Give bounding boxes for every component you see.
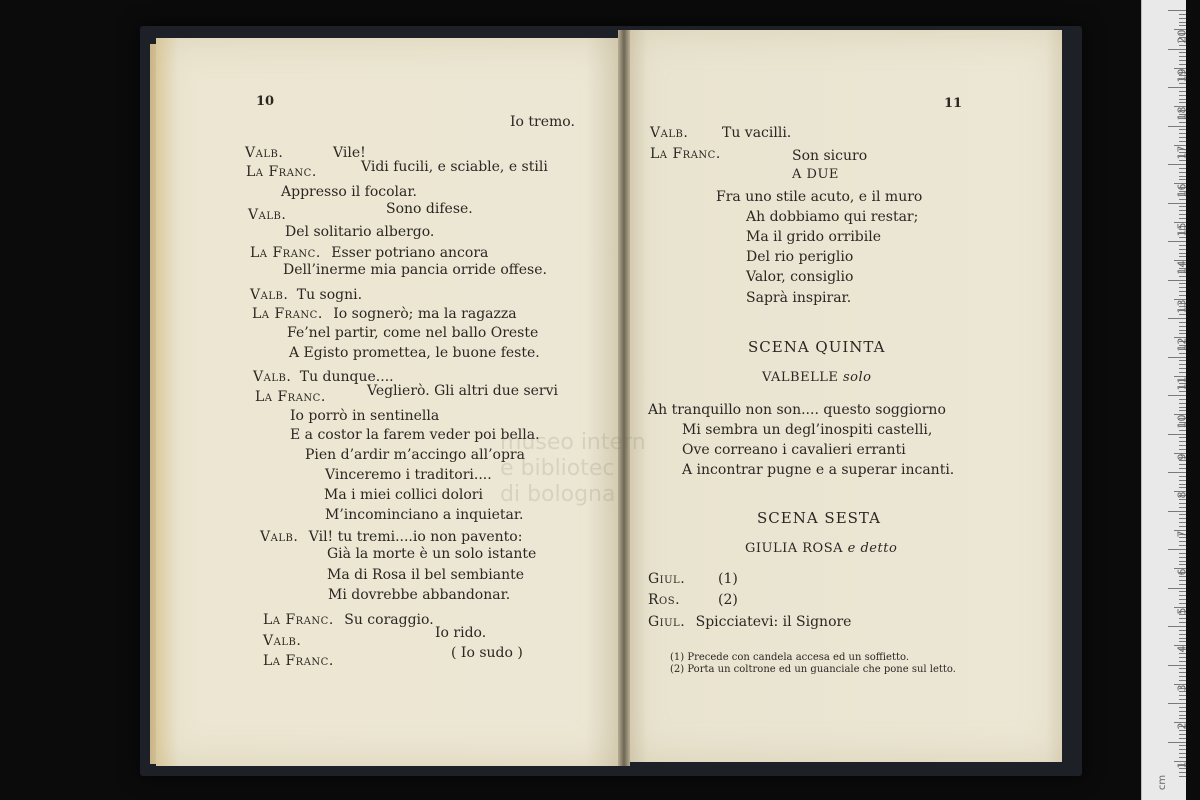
line-text: Pien d’ardir m’accingo all’opra	[305, 447, 525, 463]
ruler-tick	[1168, 742, 1186, 743]
ruler-number: 6	[1175, 568, 1189, 576]
stage-line	[250, 287, 362, 303]
ruler-tick	[1179, 99, 1186, 100]
ruler-tick	[1179, 730, 1186, 731]
ruler-number: 20	[1175, 29, 1189, 44]
stage-line	[328, 587, 510, 603]
ruler-tick	[1179, 52, 1186, 53]
ruler-number: 16	[1175, 183, 1189, 198]
ruler-tick	[1179, 507, 1186, 508]
stage-line: Fra uno stile acuto, e il muro	[716, 189, 923, 205]
ruler-tick	[1179, 738, 1186, 739]
line-text: Io tremo.	[510, 114, 575, 130]
ruler-tick	[1168, 626, 1186, 627]
ruler-tick	[1179, 460, 1186, 461]
ruler-tick	[1179, 753, 1186, 754]
line-text: Son sicuro	[792, 148, 868, 164]
ruler-number: 8	[1175, 491, 1189, 499]
ruler-tick	[1179, 60, 1186, 61]
stage-line	[263, 625, 487, 649]
ruler-tick	[1168, 511, 1186, 512]
ruler-tick	[1179, 514, 1186, 515]
ruler-tick	[1179, 83, 1186, 84]
ruler-number: 19	[1175, 68, 1189, 83]
ruler-tick	[1179, 287, 1186, 288]
ruler-tick	[1179, 464, 1186, 465]
ruler-tick	[1179, 199, 1186, 200]
speaker: Valb.	[248, 207, 287, 223]
ruler-tick	[1168, 87, 1186, 88]
speaker: La Franc.	[250, 245, 321, 261]
speaker: La Franc.	[263, 653, 334, 669]
ruler-tick	[1168, 164, 1186, 165]
ruler-tick	[1179, 137, 1186, 138]
ruler-tick	[1179, 599, 1186, 600]
ruler-tick	[1168, 549, 1186, 550]
ruler-tick	[1179, 430, 1186, 431]
ruler-tick	[1179, 179, 1186, 180]
ruler-tick	[1179, 333, 1186, 334]
ruler-tick	[1179, 603, 1186, 604]
footnote: (1) Precede con candela accesa ed un soffietto.	[670, 652, 910, 663]
stage-line: Ove correano i cavalieri erranti	[682, 442, 906, 458]
stage-direction: solo	[842, 370, 872, 385]
ruler-tick	[1179, 468, 1186, 469]
ruler-number: 11	[1175, 376, 1189, 391]
line-text: Io porrò in sentinella	[290, 408, 440, 424]
speaker: Ros.	[648, 592, 681, 608]
page-number-right: 11	[944, 96, 963, 111]
ruler-tick	[1179, 18, 1186, 19]
ruler-tick	[1179, 399, 1186, 400]
ruler-tick	[1168, 49, 1186, 50]
ruler-tick	[1179, 541, 1186, 542]
line-text: (2)	[718, 592, 738, 608]
ruler-tick	[1179, 291, 1186, 292]
line-text: Su coraggio.	[344, 612, 434, 628]
ruler-tick	[1179, 757, 1186, 758]
stage-line	[510, 114, 575, 130]
character-name: VALBELLE	[762, 370, 839, 385]
ruler-tick	[1179, 480, 1186, 481]
ruler-tick	[1179, 487, 1186, 488]
ruler-number: 18	[1175, 106, 1189, 121]
watermark-line: museo intern	[500, 430, 646, 455]
stage-line	[650, 125, 792, 141]
stage-line	[648, 592, 738, 608]
ruler-tick	[1179, 614, 1186, 615]
line-text: E a costor la farem veder poi bella.	[290, 427, 540, 443]
stage-line: Del rio periglio	[746, 249, 854, 265]
ruler-tick	[1179, 56, 1186, 57]
ruler-tick	[1179, 638, 1186, 639]
ruler-tick	[1179, 595, 1186, 596]
stage-line	[305, 447, 525, 463]
ruler-tick	[1168, 665, 1186, 666]
stage-line	[250, 245, 488, 261]
line-text: Io sognerò; ma la ragazza	[333, 306, 517, 322]
ruler-tick	[1179, 476, 1186, 477]
ruler-tick	[1179, 210, 1186, 211]
ruler-tick	[1179, 776, 1186, 777]
speaker: Valb.	[245, 145, 284, 161]
ruler-number: 4	[1175, 645, 1189, 653]
ruler-tick	[1168, 703, 1186, 704]
speaker: Giul.	[648, 571, 686, 587]
ruler-tick	[1179, 749, 1186, 750]
ruler-tick	[1179, 622, 1186, 623]
line-text: Sono difese.	[386, 201, 473, 217]
stage-line	[252, 306, 517, 322]
ruler-tick	[1179, 295, 1186, 296]
ruler-tick	[1179, 503, 1186, 504]
speaker: Giul.	[648, 614, 686, 630]
ruler-number: 13	[1175, 299, 1189, 314]
ruler-tick	[1179, 25, 1186, 26]
ruler-number: 10	[1175, 414, 1189, 429]
line-text: Io rido.	[435, 625, 487, 641]
speaker: Valb.	[250, 287, 289, 303]
line-text: M’incominciano a inquietar.	[325, 507, 524, 523]
ruler-tick	[1179, 314, 1186, 315]
ruler-tick	[1179, 276, 1186, 277]
ruler-tick	[1179, 691, 1186, 692]
ruler-tick	[1168, 203, 1186, 204]
line-text: Ma di Rosa il bel sembiante	[327, 567, 525, 583]
ruler-tick	[1179, 45, 1186, 46]
ruler-tick	[1179, 653, 1186, 654]
ruler-tick	[1179, 641, 1186, 642]
library-watermark	[500, 430, 646, 508]
ruler-tick	[1179, 160, 1186, 161]
stage-line	[263, 612, 434, 628]
character-name: GIULIA ROSA	[745, 541, 844, 556]
stage-line	[255, 383, 559, 405]
ruler-tick	[1179, 330, 1186, 331]
ruler-tick	[1179, 618, 1186, 619]
speaker: Valb.	[260, 529, 299, 545]
speaker: La Franc.	[255, 389, 326, 405]
ruler-number: 12	[1175, 337, 1189, 352]
ruler-tick	[1179, 368, 1186, 369]
stage-line	[283, 262, 547, 278]
stage-line: Ah tranquillo non son.... questo soggiorno	[648, 402, 946, 418]
ruler-tick	[1179, 768, 1186, 769]
stage-line: Valor, consiglio	[746, 269, 854, 285]
ruler-tick	[1179, 745, 1186, 746]
line-text: Appresso il focolar.	[281, 184, 417, 200]
ruler-number: 17	[1175, 145, 1189, 160]
stage-line: Ma il grido orribile	[746, 229, 882, 245]
ruler-tick	[1179, 711, 1186, 712]
page-number-left: 10	[256, 94, 275, 109]
footnote: (2) Porta un coltrone ed un guanciale che pone sul letto.	[670, 664, 956, 675]
stage-line	[325, 507, 524, 523]
line-text: Dell’inerme mia pancia orride offese.	[283, 262, 547, 278]
line-text: Fe’nel partir, come nel ballo Oreste	[287, 325, 539, 341]
ruler-tick	[1179, 518, 1186, 519]
stage-line	[248, 201, 473, 223]
stage-line	[281, 184, 417, 200]
ruler-tick	[1168, 395, 1186, 396]
ruler-tick	[1168, 472, 1186, 473]
ruler-tick	[1179, 437, 1186, 438]
ruler-tick	[1168, 318, 1186, 319]
ruler-number: 15	[1175, 222, 1189, 237]
stage-direction: e detto	[847, 541, 898, 556]
ruler-tick	[1179, 64, 1186, 65]
measuring-ruler	[1141, 0, 1189, 800]
ruler-tick	[1179, 95, 1186, 96]
ruler-tick	[1179, 676, 1186, 677]
ruler-tick	[1179, 526, 1186, 527]
ruler-tick	[1179, 699, 1186, 700]
stage-line: A incontrar pugne e a superar incanti.	[682, 462, 955, 478]
ruler-number: 5	[1175, 607, 1189, 615]
ruler-tick	[1179, 237, 1186, 238]
ruler-tick	[1168, 434, 1186, 435]
ruler-tick	[1179, 253, 1186, 254]
ruler-tick	[1179, 680, 1186, 681]
ruler-tick	[1179, 695, 1186, 696]
stage-line	[245, 145, 366, 161]
ruler-tick	[1179, 772, 1186, 773]
line-text: Tu sogni.	[296, 287, 363, 303]
stage-line	[263, 645, 523, 669]
scene-5-title: SCENA QUINTA	[748, 338, 886, 356]
ruler-tick	[1179, 564, 1186, 565]
ruler-tick	[1179, 634, 1186, 635]
ruler-tick	[1179, 537, 1186, 538]
ruler-tick	[1179, 630, 1186, 631]
ruler-tick	[1179, 584, 1186, 585]
stage-line: Mi sembra un degl’inospiti castelli,	[682, 422, 933, 438]
ruler-number: 3	[1175, 684, 1189, 692]
ruler-tick	[1168, 241, 1186, 242]
line-text: Già la morte è un solo istante	[327, 546, 537, 562]
ruler-tick	[1179, 322, 1186, 323]
ruler-tick	[1168, 10, 1186, 11]
line-text: Del solitario albergo.	[285, 224, 435, 240]
speaker: La Franc.	[252, 306, 323, 322]
stage-line	[246, 159, 548, 180]
ruler-tick	[1179, 672, 1186, 673]
line-text: Esser potriano ancora	[331, 245, 489, 261]
ruler-tick	[1179, 353, 1186, 354]
book-gutter	[618, 30, 630, 766]
line-text: Mi dovrebbe abbandonar.	[328, 587, 511, 603]
ruler-number: 9	[1175, 453, 1189, 461]
stage-line	[650, 146, 868, 164]
line-text: Ma i miei collici dolori	[324, 487, 483, 503]
ruler-tick	[1179, 553, 1186, 554]
ruler-tick	[1179, 326, 1186, 327]
ruler-tick	[1179, 360, 1186, 361]
ruler-tick	[1179, 522, 1186, 523]
stage-line	[324, 487, 483, 503]
ruler-tick	[1179, 172, 1186, 173]
ruler-tick	[1179, 557, 1186, 558]
ruler-tick	[1179, 499, 1186, 500]
stage-line: Ah dobbiamo qui restar;	[746, 209, 919, 225]
ruler-tick	[1179, 661, 1186, 662]
ruler-tick	[1179, 445, 1186, 446]
ruler-tick	[1179, 668, 1186, 669]
ruler-tick	[1179, 91, 1186, 92]
ruler-tick	[1179, 364, 1186, 365]
ruler-number: 7	[1175, 530, 1189, 538]
line-text: Tu dunque....	[299, 369, 394, 385]
scene-6-title: SCENA SESTA	[757, 509, 881, 527]
ruler-tick	[1179, 122, 1186, 123]
ruler-number: 14	[1175, 260, 1189, 275]
ruler-tick	[1179, 707, 1186, 708]
ruler-tick	[1179, 176, 1186, 177]
ruler-tick	[1179, 391, 1186, 392]
ruler-tick	[1179, 403, 1186, 404]
ruler-tick	[1179, 283, 1186, 284]
ruler-tick	[1168, 126, 1186, 127]
ruler-tick	[1179, 14, 1186, 15]
ruler-tick	[1179, 214, 1186, 215]
stage-line	[325, 467, 492, 483]
ruler-tick	[1168, 588, 1186, 589]
scene-6-characters	[745, 541, 897, 557]
ruler-tick	[1179, 249, 1186, 250]
ruler-number: 2	[1175, 722, 1189, 730]
ruler-tick	[1179, 657, 1186, 658]
stage-line	[260, 529, 522, 545]
line-text: Vidi fucili, e sciable, e stili	[361, 159, 548, 175]
speaker: Valb.	[650, 125, 689, 141]
line-text: Vile!	[333, 145, 366, 161]
line-text: Tu vacilli.	[722, 125, 792, 141]
ruler-tick	[1179, 141, 1186, 142]
ruler-tick	[1179, 545, 1186, 546]
speaker: La Franc.	[650, 146, 721, 162]
stage-line: Saprà inspirar.	[746, 290, 852, 306]
speaker: Valb.	[253, 369, 292, 385]
ruler-tick	[1179, 410, 1186, 411]
ruler-tick	[1179, 484, 1186, 485]
stage-line	[289, 345, 540, 361]
ruler-tick	[1179, 22, 1186, 23]
watermark-line: di bologna	[500, 482, 616, 507]
ruler-tick	[1179, 372, 1186, 373]
ruler-tick	[1179, 734, 1186, 735]
ruler-tick	[1179, 102, 1186, 103]
stage-line	[327, 567, 524, 583]
stage-line	[648, 614, 851, 630]
ruler-tick	[1168, 357, 1186, 358]
ruler-tick	[1179, 591, 1186, 592]
ruler-tick	[1179, 718, 1186, 719]
speaker: La Franc.	[246, 164, 317, 180]
left-page	[156, 38, 621, 766]
line-text: Spicciatevi: il Signore	[695, 614, 852, 630]
ruler-tick	[1179, 580, 1186, 581]
ruler-tick	[1179, 218, 1186, 219]
ruler-tick	[1179, 441, 1186, 442]
ruler-tick	[1179, 245, 1186, 246]
stage-line	[327, 546, 536, 562]
speaker: Valb.	[263, 633, 302, 649]
ruler-tick	[1179, 715, 1186, 716]
stage-line	[648, 571, 738, 587]
speaker: La Franc.	[263, 612, 334, 628]
line-text: (1)	[718, 571, 738, 587]
ruler-tick	[1179, 129, 1186, 130]
ruler-tick	[1179, 168, 1186, 169]
ruler-tick	[1179, 206, 1186, 207]
stage-line	[290, 408, 439, 424]
ruler-number: 1	[1175, 761, 1189, 769]
stage-line	[285, 224, 434, 240]
stage-direction: A DUE	[792, 167, 839, 182]
ruler-tick	[1179, 576, 1186, 577]
line-text: ( Io sudo )	[451, 645, 523, 661]
line-text: Vil! tu tremi....io non pavento:	[308, 529, 523, 545]
ruler-tick	[1168, 280, 1186, 281]
ruler-unit: cm	[1156, 774, 1168, 791]
ruler-tick	[1179, 133, 1186, 134]
line-text: A Egisto promettea, le buone feste.	[289, 345, 540, 361]
ruler-tick	[1179, 561, 1186, 562]
line-text: Veglierò. Gli altri due servi	[367, 383, 559, 399]
ruler-tick	[1179, 449, 1186, 450]
stage-line	[287, 325, 538, 341]
watermark-line: e bibliotec	[500, 456, 615, 481]
line-text: Vinceremo i traditori....	[325, 467, 492, 483]
scene-5-characters	[762, 370, 871, 386]
ruler-tick	[1179, 407, 1186, 408]
ruler-tick	[1179, 256, 1186, 257]
